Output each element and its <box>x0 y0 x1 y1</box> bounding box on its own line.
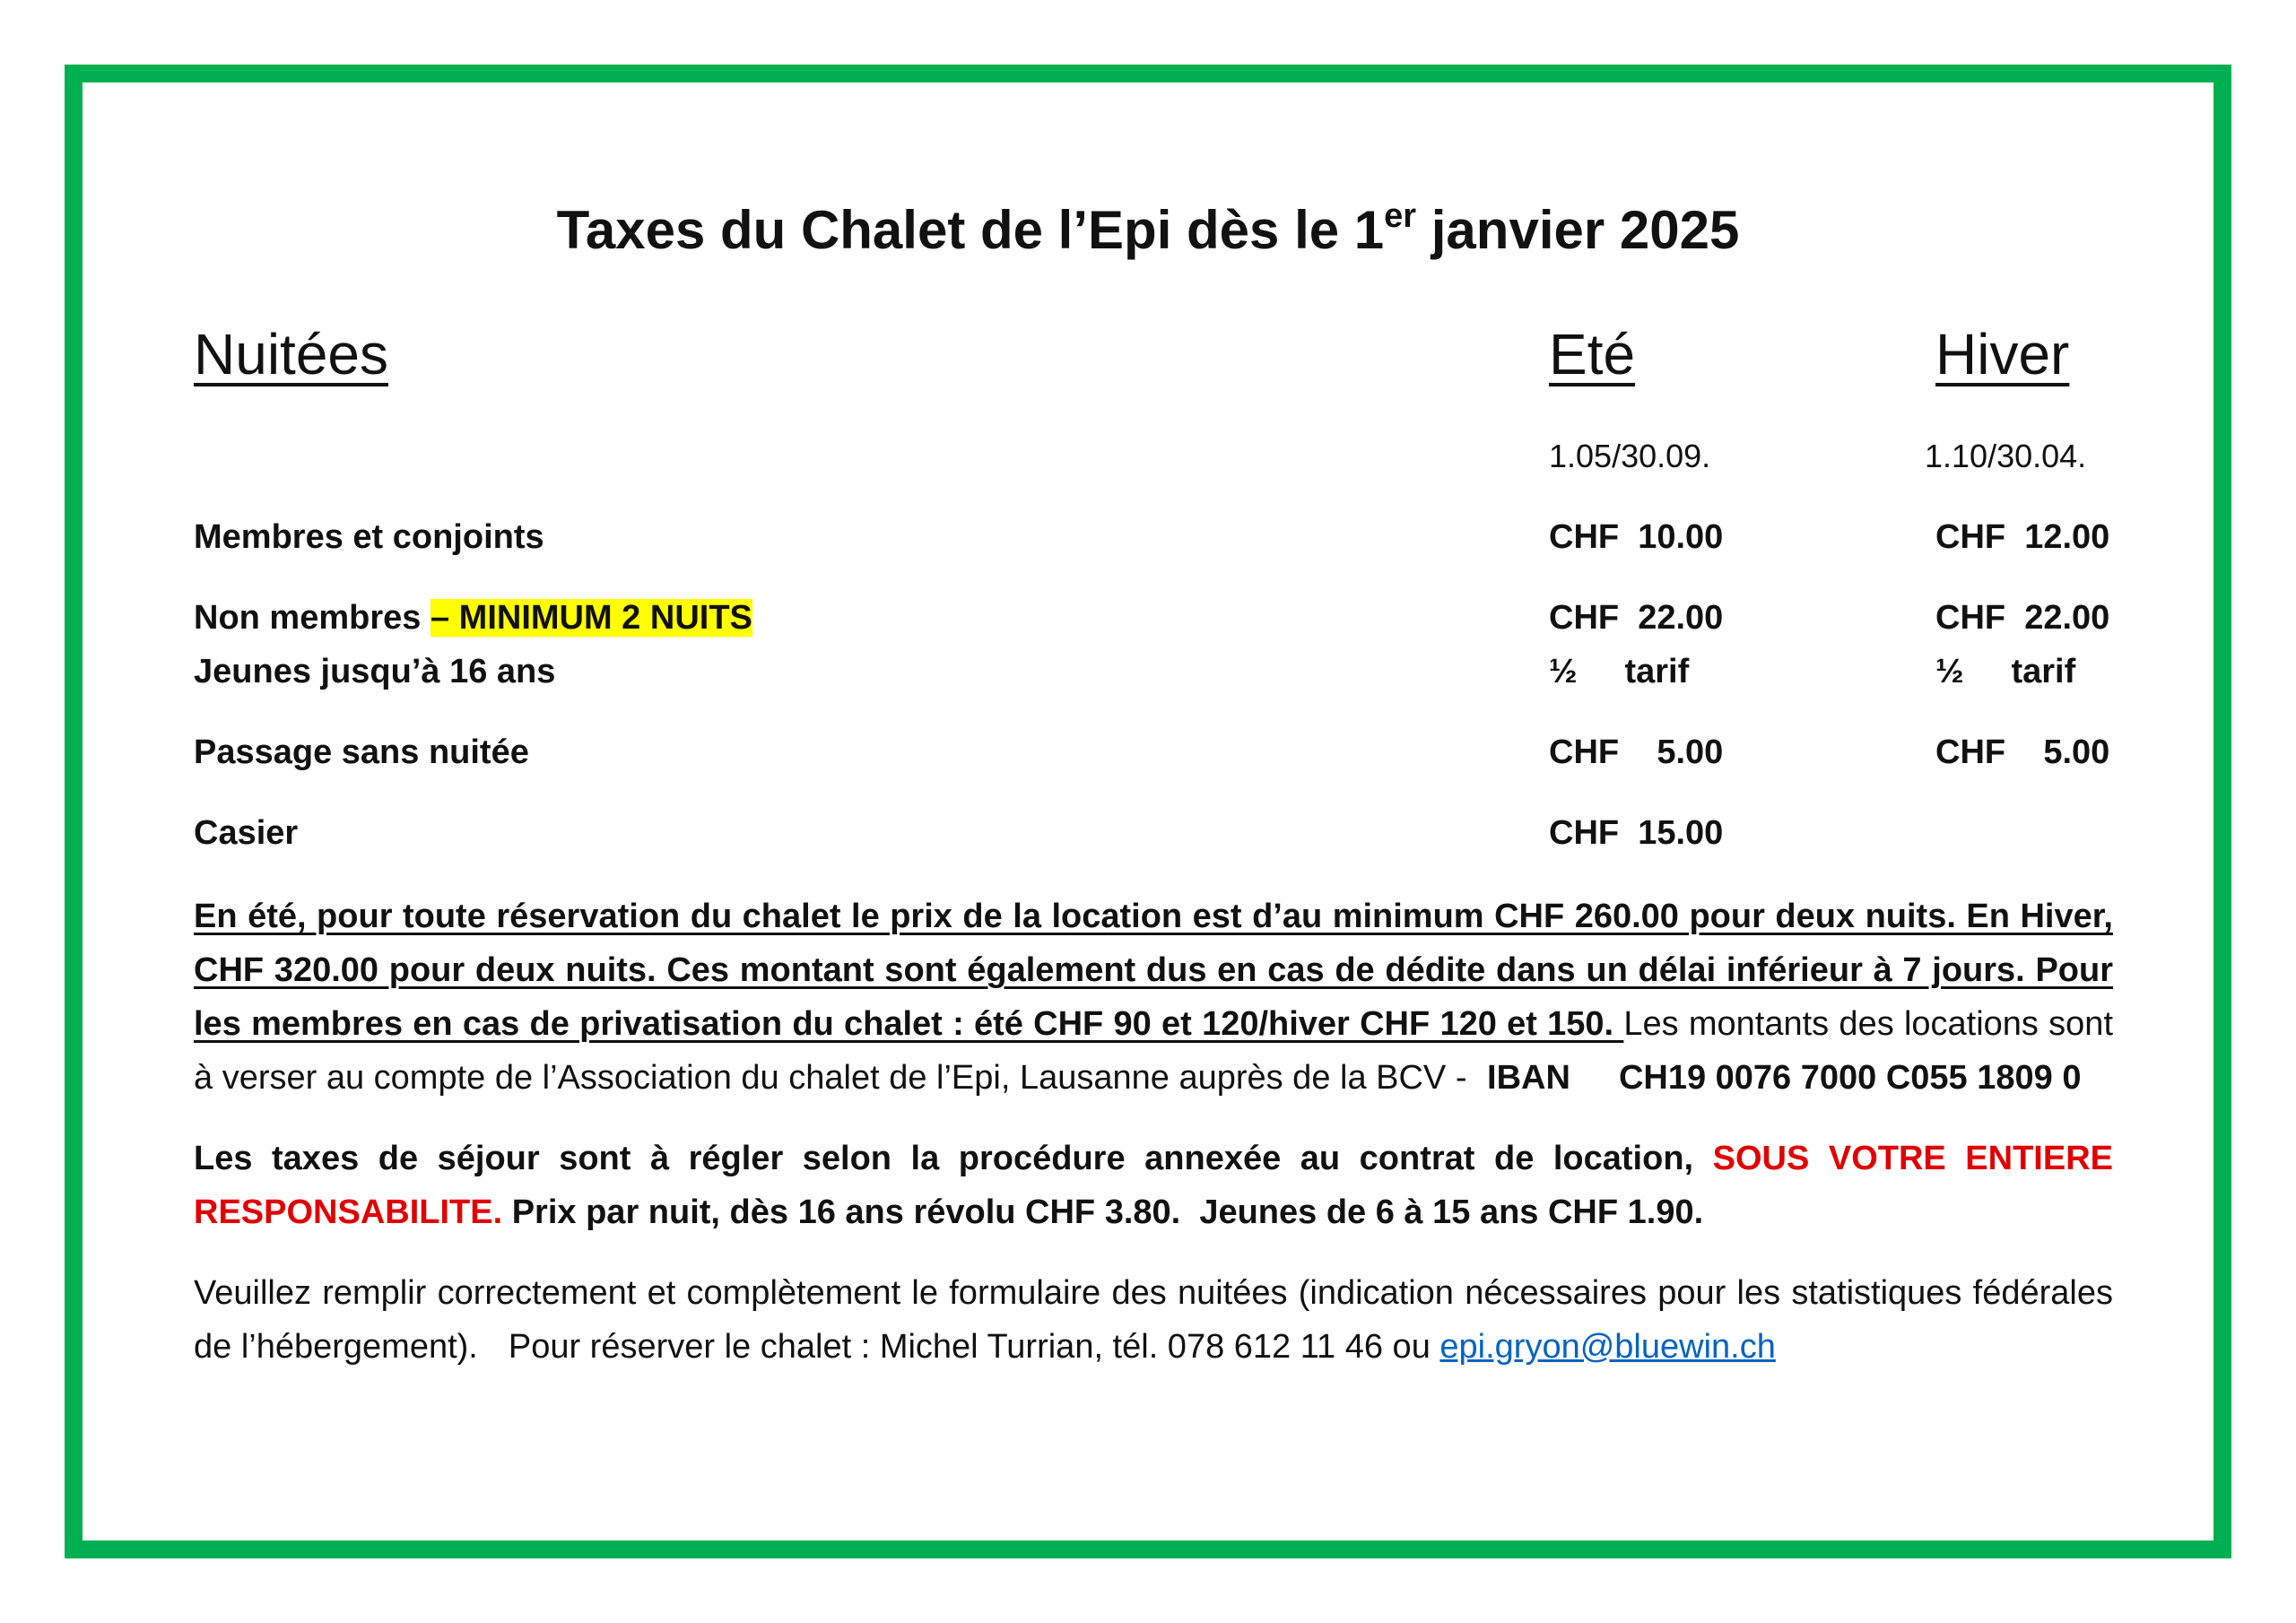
header-ete: Eté <box>1549 322 1636 386</box>
iban-label: IBAN <box>1487 1059 1570 1097</box>
email-link[interactable]: epi.gryon@bluewin.ch <box>1439 1328 1776 1366</box>
booking-paragraph <box>194 1266 2113 1374</box>
tourist-tax-paragraph: Les taxes de séjour sont à régler selon la procédure annexée au contrat de location, SOUS VOTRE ENTIERE RESPONSABILITE. Prix par nuit, dès 16 ans révolu CHF 3.80. Jeunes de 6 à 15 ans CHF 1.90. <box>194 1140 2113 1231</box>
payment-instructions-text: Les montants des locations sont à verser au compte de l’Association du chalet de l’Epi, Lausanne auprès de la BCV - <box>194 1005 2114 1097</box>
header-nuitees: Nuitées <box>194 322 388 386</box>
document-title: Taxes du Chalet de l’Epi dès le 1er janvier 2025 <box>556 197 1740 260</box>
row-hiver-membres: CHF 12.00 <box>1935 518 2110 556</box>
period-ete: 1.05/30.09. <box>1549 438 1711 474</box>
row-ete-passage: CHF 5.00 <box>1549 733 1724 771</box>
row-ete-non-membres: CHF 22.00 <box>1549 599 1724 637</box>
row-label-casier: Casier <box>194 814 299 852</box>
period-hiver: 1.10/30.04. <box>1925 438 2087 474</box>
row-label-non-membres: Non membres – MINIMUM 2 NUITS <box>194 599 752 637</box>
minimum-nights-highlight: – MINIMUM 2 NUITS <box>430 599 752 637</box>
rental-conditions-paragraph <box>194 890 2113 1105</box>
row-ete-membres: CHF 10.00 <box>1549 518 1724 556</box>
form-instructions-text: Veuillez remplir correctement et complètement le formulaire des nuitées (indication nécessaires pour les statistiques fédérales de l’hébergement). <box>194 1274 2113 1366</box>
header-hiver: Hiver <box>1935 322 2070 386</box>
row-label-jeunes: Jeunes jusqu’à 16 ans <box>194 653 556 690</box>
responsibility-warning: SOUS VOTRE ENTIERE RESPONSABILITE. <box>194 1140 2113 1231</box>
row-hiver-non-membres: CHF 22.00 <box>1935 599 2110 637</box>
reservation-contact-text: Pour réserver le chalet : Michel Turrian, tél. 078 612 11 46 ou <box>508 1328 1440 1366</box>
title-superscript: er <box>1384 197 1417 235</box>
row-ete-casier: CHF 15.00 <box>1549 814 1724 852</box>
rental-minimum-text: En été, pour toute réservation du chalet le prix de la location est d’au minimum CHF 260.00 pour deux nuits. En Hiver, CHF 320.00 pour deux nuits. Ces montant sont également dus en cas de dédite dans un délai inférieur à 7 jours. Pour les membres en cas de privatisation du chalet : été CHF 90 et 120/hiver CHF 120 et 150. <box>194 898 2113 1043</box>
iban-value: CH19 0076 7000 C055 1809 0 <box>1618 1059 2082 1097</box>
row-ete-jeunes: ½ tarif <box>1549 653 1690 690</box>
row-hiver-jeunes: ½ tarif <box>1935 653 2076 690</box>
row-label-membres: Membres et conjoints <box>194 518 544 556</box>
row-hiver-passage: CHF 5.00 <box>1935 733 2110 771</box>
row-label-passage: Passage sans nuitée <box>194 733 529 771</box>
